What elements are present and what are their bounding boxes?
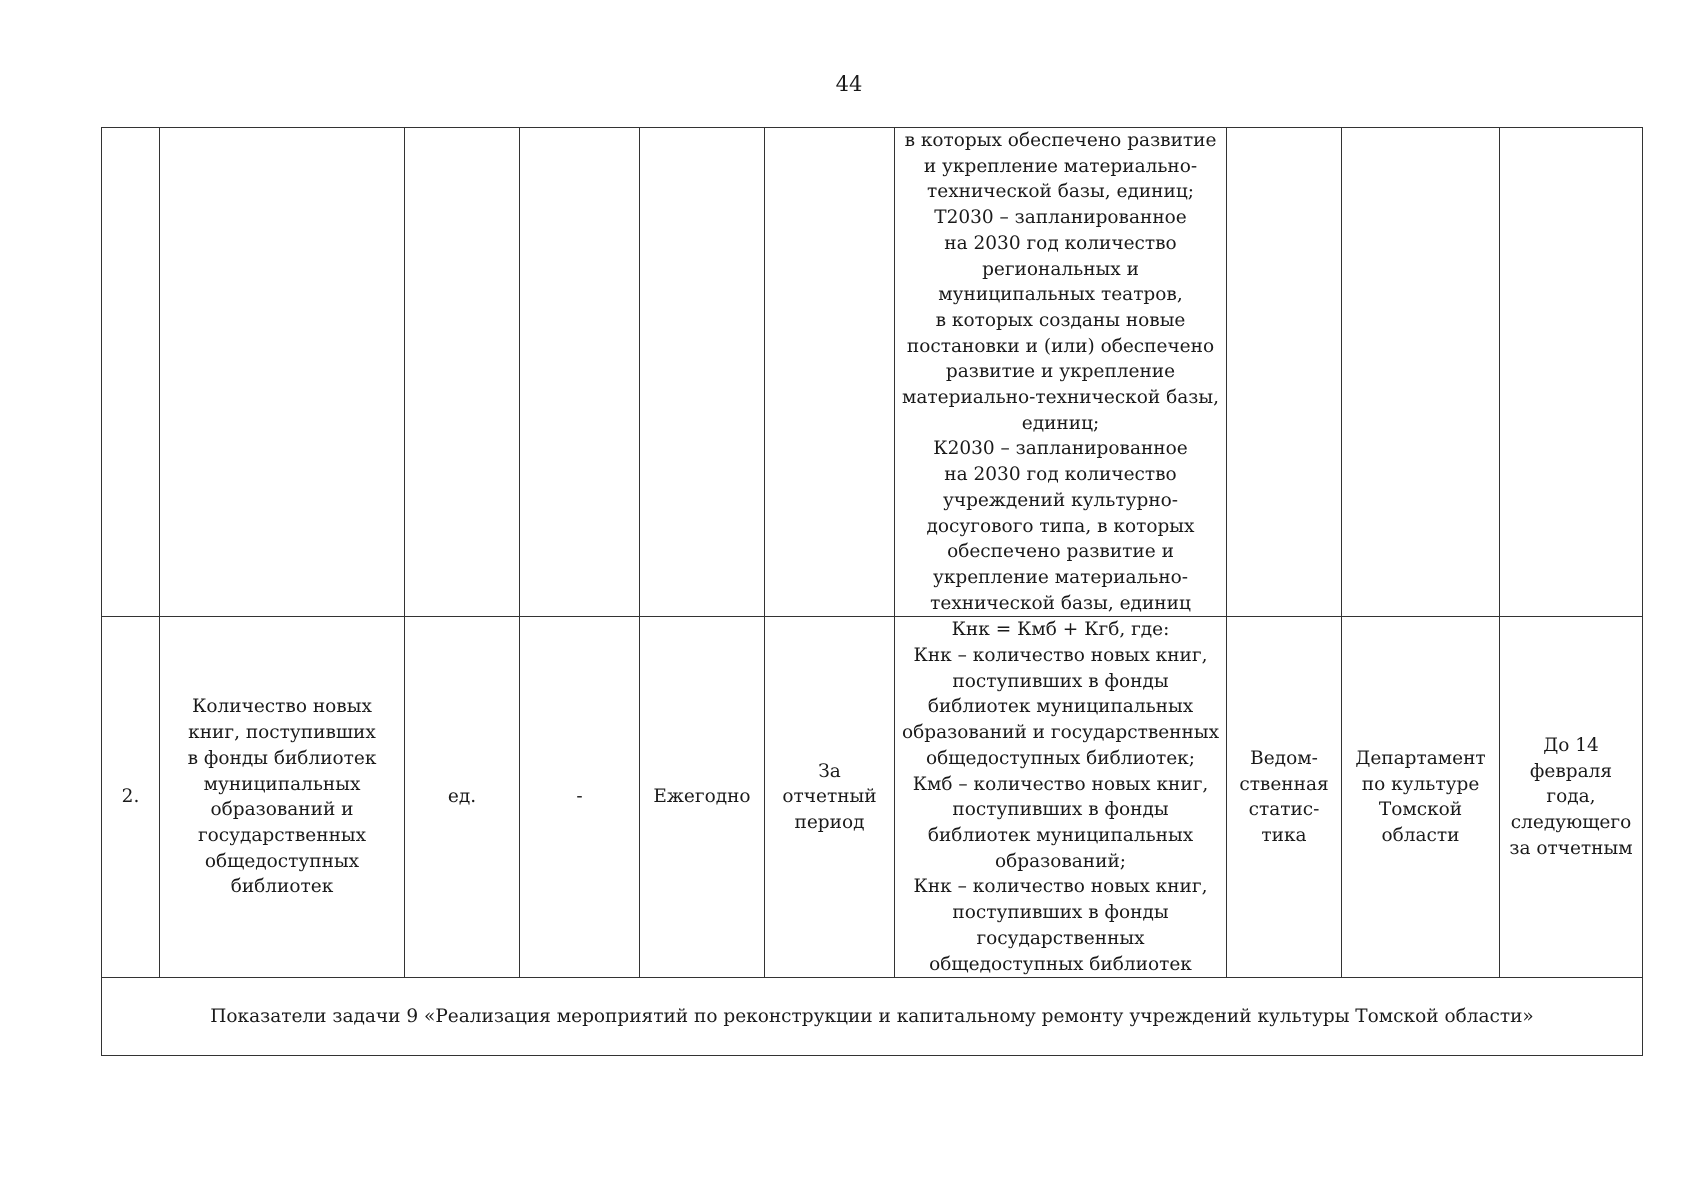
responsible-body: Департамент по культуре Томской области xyxy=(1342,617,1500,978)
cell-dash-empty xyxy=(520,128,640,617)
unit-of-measure: ед. xyxy=(405,617,520,978)
cell-responsible-empty xyxy=(1342,128,1500,617)
indicator-name: Количество новых книг, поступивших в фонды библиотек муниципальных образований и государственных общедоступных библиотек xyxy=(160,617,405,978)
cell-deadline-empty xyxy=(1500,128,1643,617)
task-header-row xyxy=(102,978,1643,1056)
cell-period-empty xyxy=(765,128,895,617)
continuation-row xyxy=(102,128,1643,617)
deadline: До 14 февраля года, следующего за отчетным xyxy=(1500,617,1643,978)
cell-unit-empty xyxy=(405,128,520,617)
cell-source-empty xyxy=(1227,128,1342,617)
indicators-table xyxy=(101,127,1643,1056)
row-number: 2. xyxy=(102,617,160,978)
calculation-method: Кнк = Кмб + Кгб, где: Кнк – количество новых книг, поступивших в фонды библиотек муниципальных образований и государственных общедоступных библиотек; Кмб – количество новых книг, поступивших в фонды библиотек муниципальных образований; Кнк – количество новых книг, поступивших в фонды государственных общедоступных библиотек xyxy=(895,617,1227,978)
data-source: Ведом- ственная статис- тика xyxy=(1227,617,1342,978)
task-9-heading: Показатели задачи 9 «Реализация мероприятий по реконструкции и капитальному ремонту учреждений культуры Томской области» xyxy=(102,978,1643,1056)
page-number: 44 xyxy=(835,72,863,96)
reporting-period: За отчетный период xyxy=(765,617,895,978)
frequency: Ежегодно xyxy=(640,617,765,978)
cell-name-empty xyxy=(160,128,405,617)
cell-frequency-empty xyxy=(640,128,765,617)
cell-number-empty xyxy=(102,128,160,617)
calculation-method-continued: в которых обеспечено развитие и укрепление материально- технической базы, единиц; Т2030 – запланированное на 2030 год количество региональных и муниципальных театров, в которых созданы новые постановки и (или) обеспечено развитие и укрепление материально-технической базы, единиц; К2030 – запланированное на 2030 год количество учреждений культурно- досугового типа, в которых обеспечено развитие и укрепление материально- технической базы, единиц xyxy=(895,128,1227,617)
table-row xyxy=(102,617,1643,978)
dash-value: - xyxy=(520,617,640,978)
